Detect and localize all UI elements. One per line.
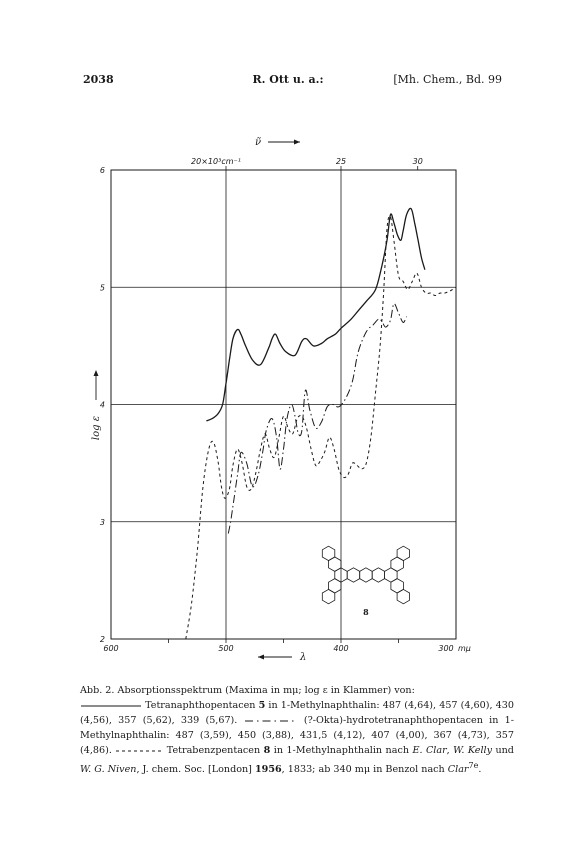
top-tick-label-0: 20×10³cm⁻¹ — [191, 157, 241, 166]
y-axis-label: log ε — [91, 415, 102, 441]
x-tick-label-400: 400 — [333, 644, 349, 653]
caption-ref-author-3: W. G. Niven — [80, 764, 137, 776]
legend-dashdot-sample — [244, 718, 298, 724]
caption-intro: Absorptionsspektrum (Maxima in mμ; log ε in Klammer) von: — [114, 685, 415, 696]
top-axis-label: ν̃ — [254, 137, 262, 148]
caption-ref-end: . — [478, 764, 482, 776]
ring-outer-ur — [397, 546, 410, 560]
running-head-authors: R. Ott u. a.: — [252, 73, 324, 86]
x-tick-label-600: 600 — [103, 644, 119, 653]
caption-ref-und: und — [492, 745, 514, 756]
caption-ref-author-1: E. Clar — [412, 745, 447, 756]
legend-dashed-sample — [115, 748, 163, 754]
caption-ref-sep: , — [446, 745, 454, 756]
chart-ticks — [100, 157, 471, 653]
caption-series-hydro-name: (?-Okta)-hydrotetranaphthopentacen in 1-Methylnaphthalin: 487 (3,59), 450 (3,88), 431,5 (4,12), 407 (4,00), 367 (4,73), 357 (4,86). — [80, 715, 514, 756]
ring-core-1 — [347, 568, 360, 582]
ring-core-2 — [360, 568, 373, 582]
caption-series-8-rest: in 1-Methylnaphthalin nach — [270, 745, 413, 756]
caption-series-8-name: Tetrabenzpentacen — [163, 745, 264, 756]
legend-solid-sample — [80, 703, 142, 709]
x-tick-label-500: 500 — [218, 644, 234, 653]
y-tick-label-6: 6 — [99, 166, 105, 175]
caption-ref-author-2: W. Kelly — [453, 745, 492, 756]
bottom-axis-arrow-head — [258, 655, 264, 660]
y-tick-label-3: 3 — [99, 517, 105, 527]
caption-ref-clar: Clar — [447, 764, 469, 776]
ring-outer-lr — [397, 589, 410, 603]
page-number: 2038 — [83, 73, 114, 86]
caption-ref-year: 1956 — [254, 764, 282, 776]
caption-ref-journal: , J. chem. Soc. [London] — [136, 764, 255, 776]
figure-caption — [80, 683, 514, 777]
caption-series-5-maxima: in 1-Methylnaphthalin: 487 (4,64), 457 (4,60), 430 (4,56), 357 (5,62), 339 (5,67). — [80, 700, 514, 726]
top-tick-label-2: 30 — [412, 157, 423, 166]
x-unit-label: mμ — [458, 644, 471, 653]
ring-outer-ul — [322, 546, 335, 560]
x-tick-label-300: 300 — [438, 644, 454, 653]
ring-core-3 — [372, 568, 384, 582]
y-tick-label-2: 2 — [99, 635, 105, 644]
running-head-journal: [Mh. Chem., Bd. 99 — [393, 73, 502, 86]
structure-label: 8 — [363, 607, 369, 617]
caption-series-5-name: Tetranaphthopentacen — [142, 700, 259, 711]
caption-series-5-number: 5 — [258, 700, 266, 711]
ring-outer-ll — [322, 589, 335, 603]
series-line-1 — [228, 304, 406, 534]
caption-fig-label: Abb. 2. — [80, 685, 115, 696]
molecule-structure-8 — [322, 546, 409, 617]
top-tick-label-1: 25 — [335, 157, 347, 166]
y-tick-label-5: 5 — [99, 283, 105, 293]
chart-labels — [91, 137, 306, 663]
y-axis-arrow-head — [94, 370, 99, 376]
y-tick-label-4: 4 — [99, 400, 105, 410]
caption-ref-superscript: 7e — [468, 761, 479, 770]
chart-grid — [111, 170, 456, 639]
caption-ref-pages: , 1833; ab 340 mμ in Benzol nach — [281, 764, 448, 776]
x-axis-label: λ — [300, 652, 307, 663]
caption-series-8-number: 8 — [263, 745, 271, 756]
top-axis-arrow-head — [294, 140, 300, 145]
